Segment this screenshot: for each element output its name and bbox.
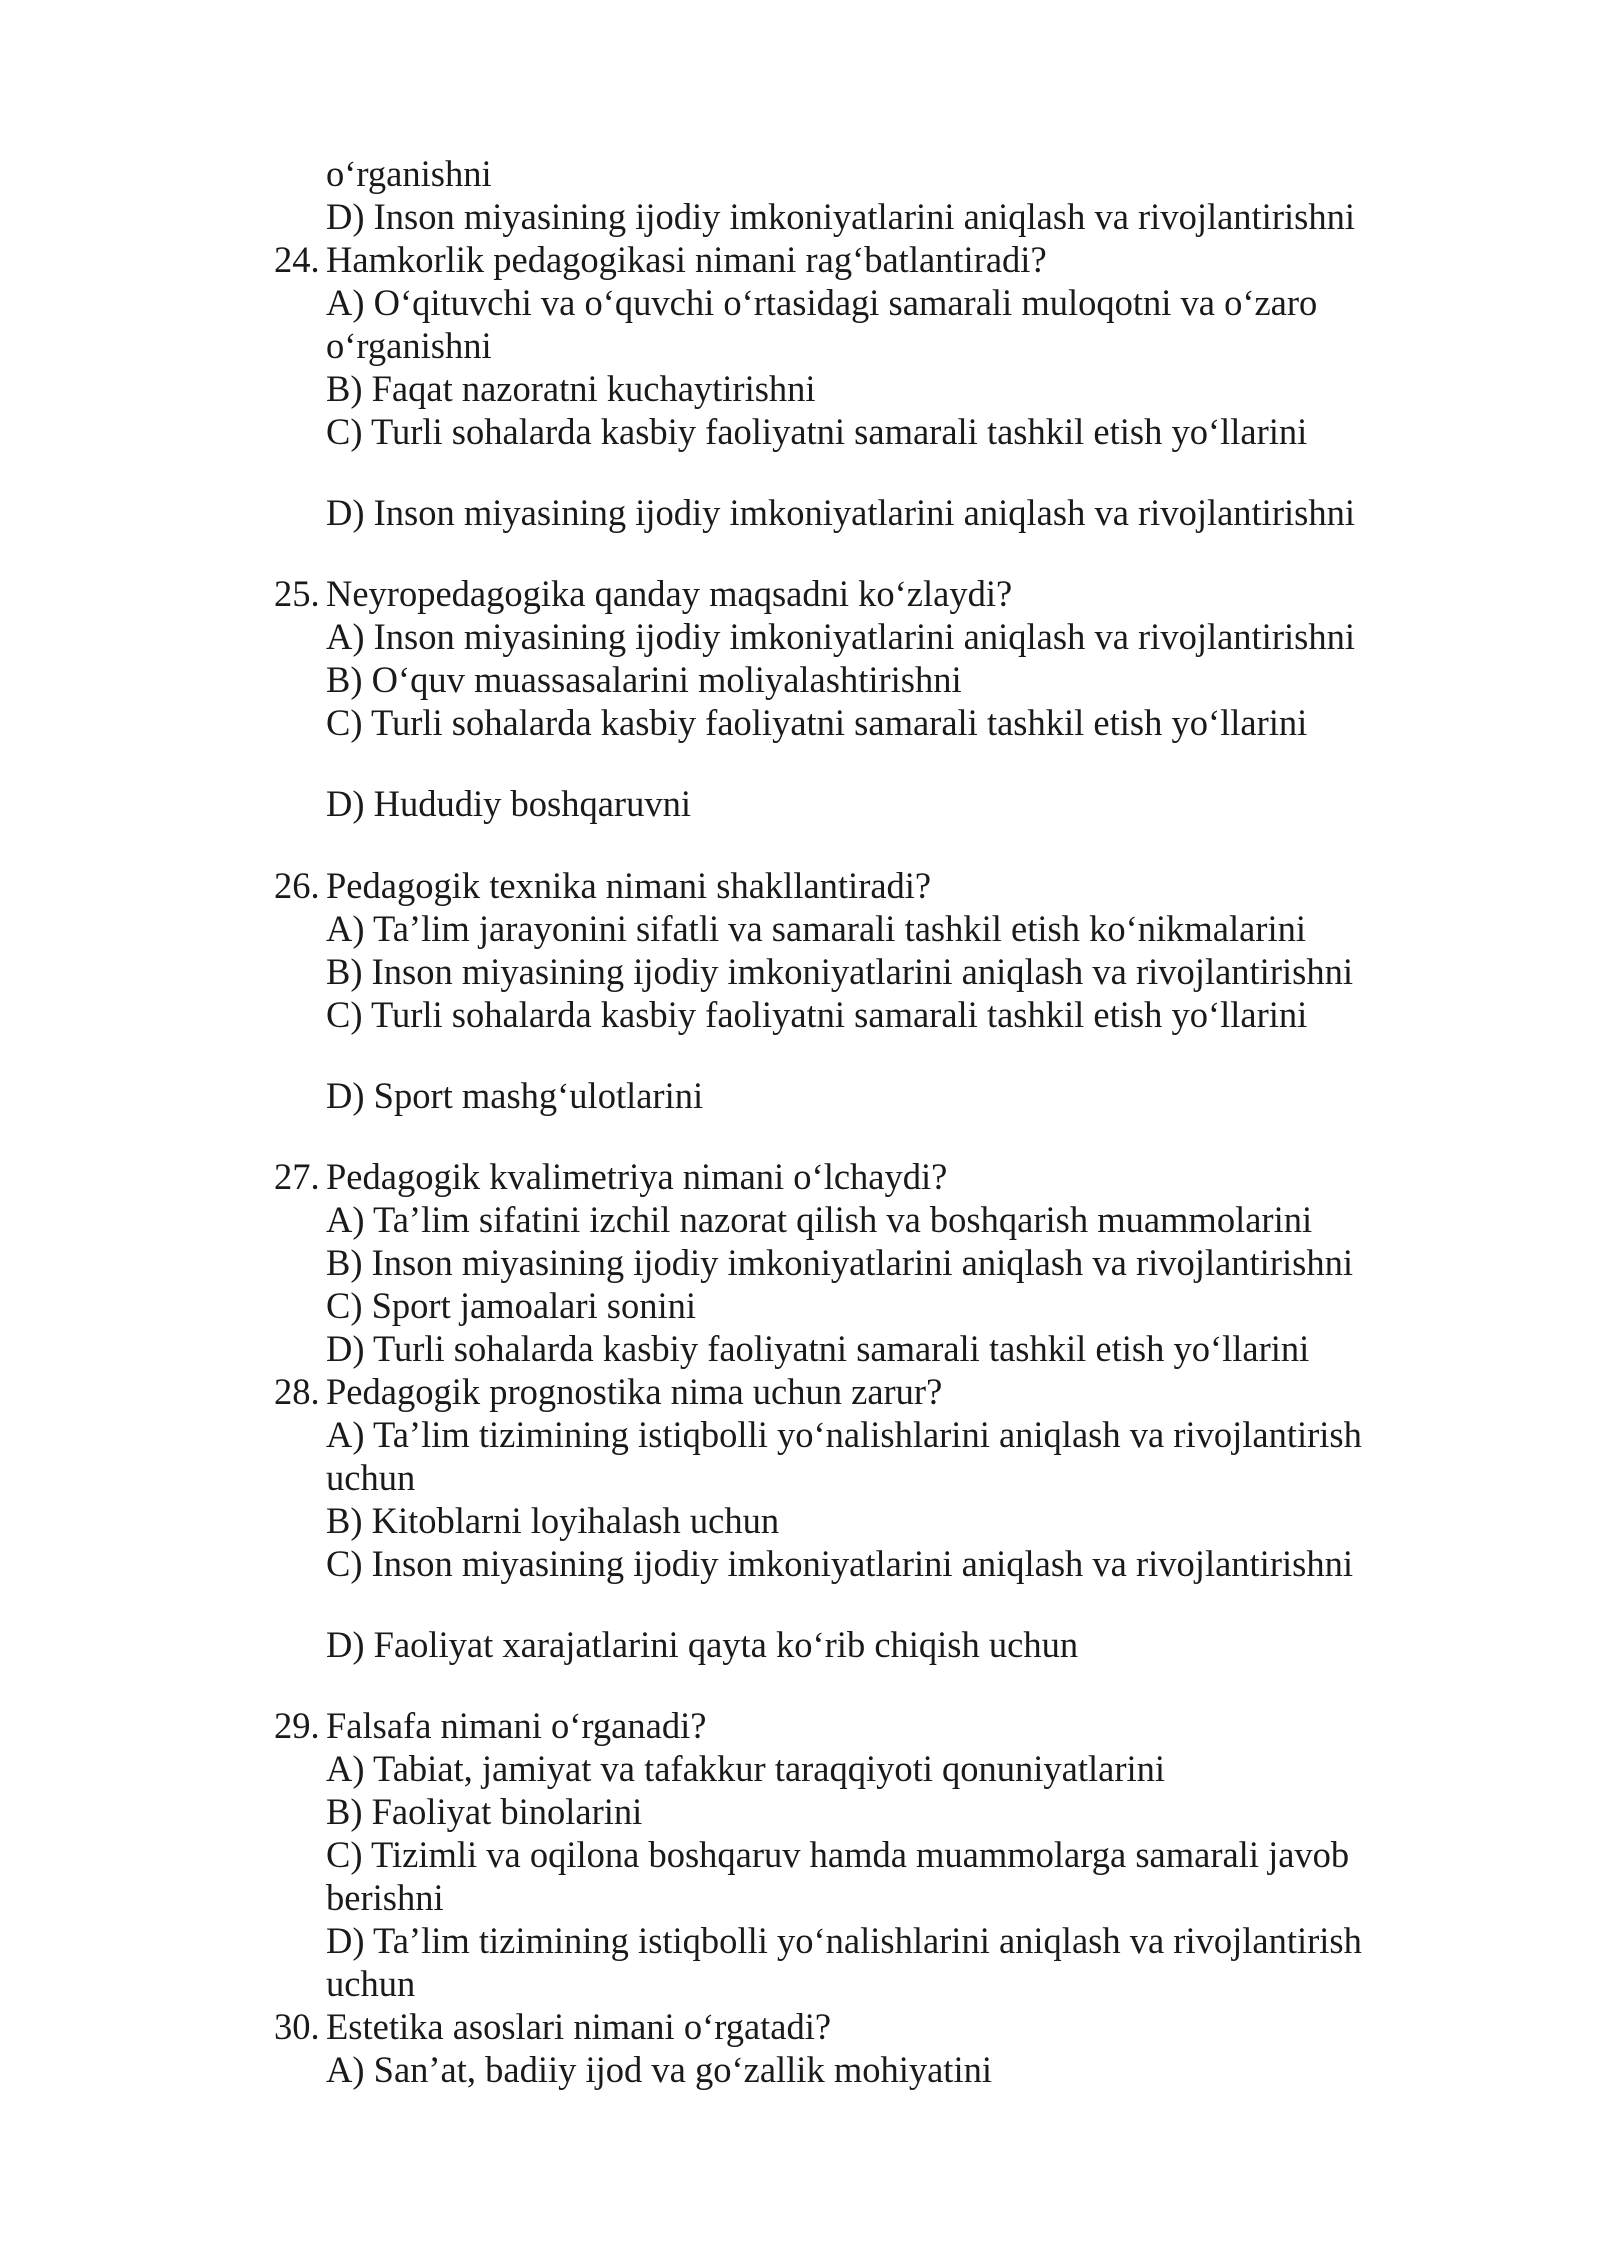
question-text: Neyropedagogika qanday maqsadni ko‘zlaydi?	[326, 573, 1013, 614]
question-27	[274, 1155, 947, 1198]
option-line: o‘rganishni	[326, 325, 492, 366]
option-line: uchun	[326, 1457, 416, 1498]
option-line: D) Faoliyat xarajatlarini qayta ko‘rib chiqish uchun	[326, 1624, 1079, 1665]
option-line: C) Inson miyasining ijodiy imkoniyatlarini aniqlash va rivojlantirishni	[326, 1543, 1353, 1584]
option-line: B) Inson miyasining ijodiy imkoniyatlarini aniqlash va rivojlantirishni	[326, 951, 1353, 992]
option-line: A) Ta’lim tizimining istiqbolli yo‘nalishlarini aniqlash va rivojlantirish	[326, 1414, 1362, 1455]
option-line: A) Ta’lim jarayonini sifatli va samarali tashkil etish ko‘nikmalarini	[326, 908, 1306, 949]
option-line: D) Ta’lim tizimining istiqbolli yo‘nalishlarini aniqlash va rivojlantirish	[326, 1920, 1362, 1961]
option-line: B) Inson miyasining ijodiy imkoniyatlarini aniqlash va rivojlantirishni	[326, 1242, 1353, 1283]
question-26	[274, 864, 931, 907]
option-line: D) Sport mashg‘ulotlarini	[326, 1075, 704, 1116]
question-number: 28.	[274, 1371, 320, 1412]
option-line: A) O‘qituvchi va o‘quvchi o‘rtasidagi samarali muloqotni va o‘zaro	[326, 282, 1318, 323]
option-line: C) Turli sohalarda kasbiy faoliyatni samarali tashkil etish yo‘llarini	[326, 411, 1308, 452]
option-line: o‘rganishni	[326, 153, 492, 194]
option-line: berishni	[326, 1877, 444, 1918]
question-text: Hamkorlik pedagogikasi nimani rag‘batlantiradi?	[326, 239, 1047, 280]
question-text: Pedagogik prognostika nima uchun zarur?	[326, 1371, 943, 1412]
option-line: C) Turli sohalarda kasbiy faoliyatni samarali tashkil etish yo‘llarini	[326, 994, 1308, 1035]
question-text: Pedagogik kvalimetriya nimani o‘lchaydi?	[326, 1156, 948, 1197]
option-line: B) Faqat nazoratni kuchaytirishni	[326, 368, 816, 409]
option-line: A) Ta’lim sifatini izchil nazorat qilish va boshqarish muammolarini	[326, 1199, 1313, 1240]
question-28	[274, 1370, 942, 1413]
question-number: 30.	[274, 2006, 320, 2047]
option-line: D) Turli sohalarda kasbiy faoliyatni samarali tashkil etish yo‘llarini	[326, 1328, 1310, 1369]
question-30	[274, 2005, 831, 2048]
option-line: A) Tabiat, jamiyat va tafakkur taraqqiyoti qonuniyatlarini	[326, 1748, 1166, 1789]
option-line: C) Sport jamoalari sonini	[326, 1285, 697, 1326]
question-24	[274, 238, 1047, 281]
option-line: D) Inson miyasining ijodiy imkoniyatlarini aniqlash va rivojlantirishni	[326, 492, 1355, 533]
question-25	[274, 572, 1012, 615]
question-number: 25.	[274, 573, 320, 614]
option-line: A) San’at, badiiy ijod va go‘zallik mohiyatini	[326, 2049, 992, 2090]
question-number: 24.	[274, 239, 320, 280]
question-number: 26.	[274, 865, 320, 906]
option-line: uchun	[326, 1963, 416, 2004]
question-text: Estetika asoslari nimani o‘rgatadi?	[326, 2006, 832, 2047]
question-text: Falsafa nimani o‘rganadi?	[326, 1705, 707, 1746]
question-number: 29.	[274, 1705, 320, 1746]
option-line: B) Kitoblarni loyihalash uchun	[326, 1500, 780, 1541]
option-line: D) Hududiy boshqaruvni	[326, 783, 691, 824]
option-line: B) O‘quv muassasalarini moliyalashtirishni	[326, 659, 962, 700]
question-29	[274, 1704, 706, 1747]
option-line: D) Inson miyasining ijodiy imkoniyatlarini aniqlash va rivojlantirishni	[326, 196, 1355, 237]
option-line: C) Turli sohalarda kasbiy faoliyatni samarali tashkil etish yo‘llarini	[326, 702, 1308, 743]
option-line: C) Tizimli va oqilona boshqaruv hamda muammolarga samarali javob	[326, 1834, 1350, 1875]
question-text: Pedagogik texnika nimani shakllantiradi?	[326, 865, 932, 906]
option-line: A) Inson miyasining ijodiy imkoniyatlarini aniqlash va rivojlantirishni	[326, 616, 1355, 657]
question-number: 27.	[274, 1156, 320, 1197]
option-line: B) Faoliyat binolarini	[326, 1791, 643, 1832]
